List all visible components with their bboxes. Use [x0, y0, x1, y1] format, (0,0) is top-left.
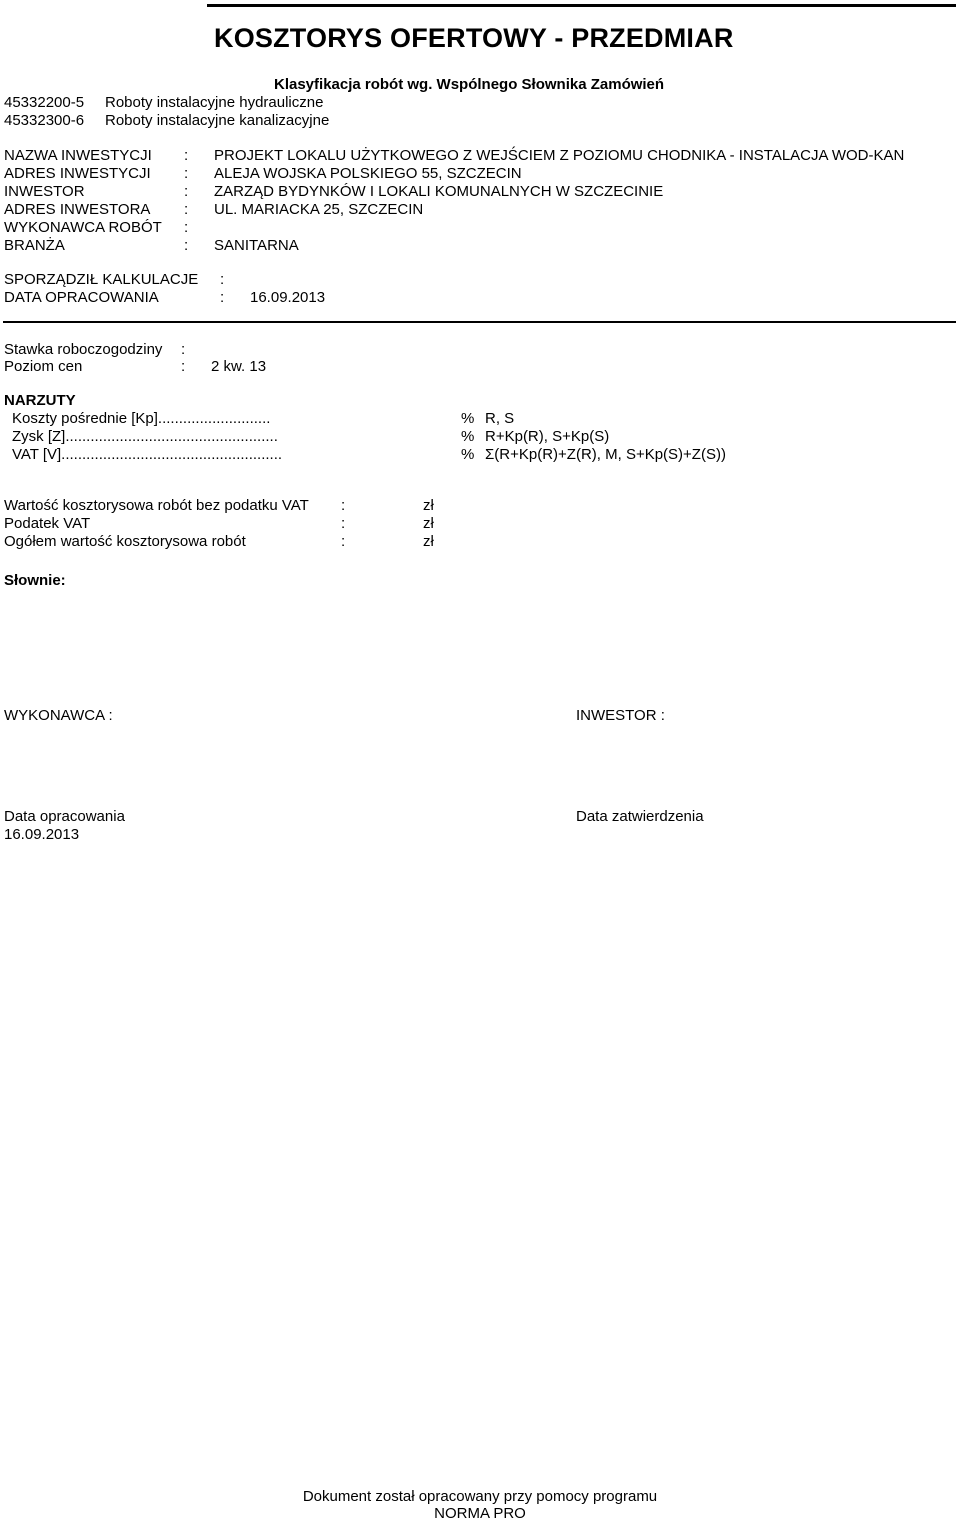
- info-label-investor: INWESTOR: [4, 183, 85, 200]
- info-sep: :: [184, 165, 189, 182]
- narzut-label-profit: Zysk [Z]...................................................: [12, 428, 278, 445]
- footer-line-1: Dokument został opracowany przy pomocy programu: [302, 1488, 658, 1505]
- total-label-net: Wartość kosztorysowa robót bez podatku VAT: [4, 497, 309, 514]
- info-label-investment-address: ADRES INWESTYCJI: [4, 165, 151, 182]
- total-unit: zł: [423, 515, 434, 532]
- narzut-unit: %: [461, 410, 475, 427]
- narzut-label-vat: VAT [V].....................................................: [12, 446, 283, 463]
- narzut-unit: %: [461, 428, 475, 445]
- cpv-name-2: Roboty instalacyjne kanalizacyjne: [105, 112, 330, 129]
- total-sep: :: [341, 533, 346, 550]
- info-label-investment-name: NAZWA INWESTYCJI: [4, 147, 152, 164]
- rate-label-hourly: Stawka roboczogodziny: [4, 341, 163, 358]
- cpv-code-2: 45332300-6: [4, 112, 85, 129]
- info-value-investment-name: PROJEKT LOKALU UŻYTKOWEGO Z WEJŚCIEM Z POZIOMU CHODNIKA - INSTALACJA WOD-KAN: [214, 147, 905, 164]
- total-sep: :: [341, 515, 346, 532]
- info-label-contractor: WYKONAWCA ROBÓT: [4, 219, 162, 236]
- slownie-label: Słownie:: [4, 572, 66, 589]
- total-label-gross: Ogółem wartość kosztorysowa robót: [4, 533, 246, 550]
- calc-label-prepared-by: SPORZĄDZIŁ KALKULACJE: [4, 271, 199, 288]
- info-sep: :: [184, 237, 189, 254]
- info-label-investor-address: ADRES INWESTORA: [4, 201, 151, 218]
- rate-sep: :: [181, 341, 186, 358]
- rate-sep: :: [181, 358, 186, 375]
- calc-label-date: DATA OPRACOWANIA: [4, 289, 159, 306]
- info-sep: :: [184, 201, 189, 218]
- info-value-investor-address: UL. MARIACKA 25, SZCZECIN: [214, 201, 424, 218]
- prepared-date-value: 16.09.2013: [4, 826, 80, 843]
- footer-line-2: NORMA PRO: [434, 1505, 526, 1522]
- narzut-basis-profit: R+Kp(R), S+Kp(S): [485, 428, 610, 445]
- info-label-branch: BRANŻA: [4, 237, 65, 254]
- calc-value-date: 16.09.2013: [250, 289, 326, 306]
- total-label-vat: Podatek VAT: [4, 515, 91, 532]
- total-unit: zł: [423, 497, 434, 514]
- info-value-investment-address: ALEJA WOJSKA POLSKIEGO 55, SZCZECIN: [214, 165, 522, 182]
- total-unit: zł: [423, 533, 434, 550]
- narzut-label-indirect: Koszty pośrednie [Kp]...........................: [12, 410, 271, 427]
- classification-heading: Klasyfikacja robót wg. Wspólnego Słownika Zamówień: [274, 76, 665, 93]
- rate-label-price-level: Poziom cen: [4, 358, 83, 375]
- narzut-basis-vat: Σ(R+Kp(R)+Z(R), M, S+Kp(S)+Z(S)): [485, 446, 726, 463]
- section-divider: [3, 321, 956, 323]
- investor-signature-label: INWESTOR :: [576, 707, 665, 724]
- approved-date-label: Data zatwierdzenia: [576, 808, 704, 825]
- calc-sep: :: [220, 289, 225, 306]
- info-value-branch: SANITARNA: [214, 237, 299, 254]
- narzut-basis-indirect: R, S: [485, 410, 515, 427]
- total-sep: :: [341, 497, 346, 514]
- prepared-date-label: Data opracowania: [4, 808, 125, 825]
- cpv-name-1: Roboty instalacyjne hydrauliczne: [105, 94, 324, 111]
- narzut-unit: %: [461, 446, 475, 463]
- document-title: KOSZTORYS OFERTOWY - PRZEDMIAR: [214, 23, 734, 53]
- info-sep: :: [184, 183, 189, 200]
- cpv-code-1: 45332200-5: [4, 94, 85, 111]
- top-rule: [207, 4, 956, 7]
- contractor-signature-label: WYKONAWCA :: [4, 707, 113, 724]
- narzuty-heading: NARZUTY: [4, 392, 76, 409]
- rate-value-price-level: 2 kw. 13: [211, 358, 267, 375]
- info-sep: :: [184, 219, 189, 236]
- info-sep: :: [184, 147, 189, 164]
- calc-sep: :: [220, 271, 225, 288]
- info-value-investor: ZARZĄD BYDYNKÓW I LOKALI KOMUNALNYCH W SZCZECINIE: [214, 183, 664, 200]
